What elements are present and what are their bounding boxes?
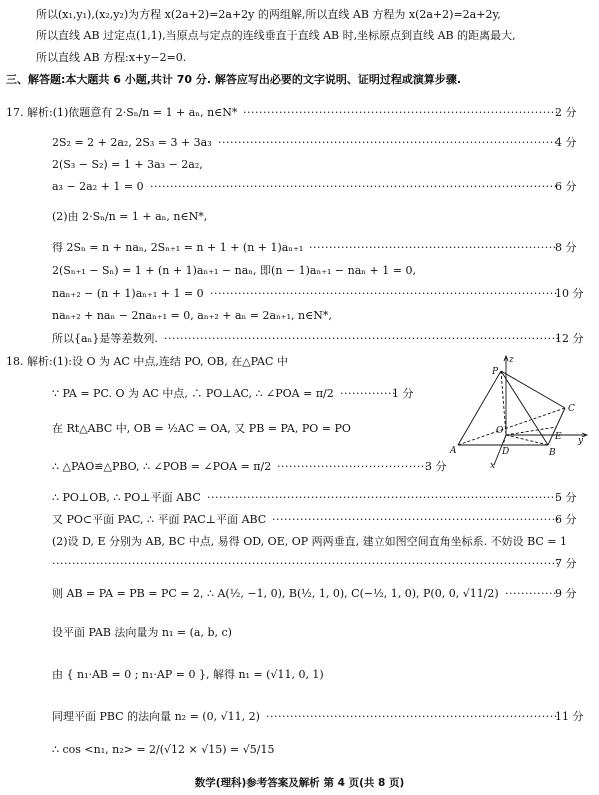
line-text: 所以直线 AB 方程:x+y−2=0.: [36, 51, 187, 64]
text-line: [0, 741, 599, 759]
figure-label-C: C: [568, 404, 575, 414]
text-line: [0, 285, 599, 303]
leader-dots: ·······························································································································: [52, 557, 560, 570]
text-line: [0, 624, 599, 642]
line-text: 又 PO⊂平面 PAC, ∴ 平面 PAC⊥平面 ABC: [52, 513, 267, 526]
text-line: [0, 27, 599, 45]
score-label: 12 分: [555, 332, 584, 345]
score-label: 11 分: [555, 710, 584, 723]
leader-dots: ························································································: [207, 491, 559, 504]
leader-dots: ·······················································································: [210, 287, 558, 300]
figure-label-y: y: [578, 436, 584, 446]
leader-dots: ·····················································································: [218, 136, 558, 149]
figure-label-P: P: [492, 367, 499, 377]
line-text: naₙ₊₂ − (n + 1)aₙ₊₁ + 1 = 0: [52, 287, 204, 300]
text-line: [0, 49, 599, 67]
line-text: ∴ △PAO≌△PBO, ∴ ∠POB = ∠POA = π/2: [52, 460, 272, 473]
text-line: [0, 511, 599, 529]
section-heading: 三、解答题:本大题共 6 小题,共计 70 分. 解答应写出必要的文字说明、证明过程或演算步骤.: [6, 73, 462, 86]
figure-label-O: O: [496, 426, 504, 436]
leader-dots: ······································: [277, 460, 429, 473]
text-line: [0, 71, 599, 89]
line-text: 在 Rt△ABC 中, OB = ½AC = OA, 又 PB = PA, PO = PO: [52, 422, 351, 435]
score-label: 6 分: [555, 180, 577, 193]
text-line: [0, 330, 599, 348]
text-line: [0, 585, 599, 603]
line-text: (2)设 D, E 分别为 AB, BC 中点, 易得 OD, OE, OP 两两垂直, 建立如图空间直角坐标系. 不妨设 BC = 1: [52, 535, 568, 548]
leader-dots: ··············: [340, 387, 396, 400]
line-text: 所以(x₁,y₁),(x₂,y₂)为方程 x(2a+2)=2a+2y 的两组解,所以直线 AB 方程为 x(2a+2)=2a+2y,: [36, 8, 501, 21]
leader-dots: ···································································································: [164, 332, 560, 345]
line-text: 则 AB = PA = PB = PC = 2, ∴ A(½, −1, 0), B(½, 1, 0), C(−½, 1, 0), P(0, 0, √11/2): [52, 587, 499, 600]
figure-label-B: B: [549, 448, 556, 458]
leader-dots: ······························································: [309, 241, 557, 254]
text-line: [0, 156, 599, 174]
text-line: [0, 307, 599, 325]
score-label: 1 分: [392, 387, 414, 400]
text-line: [0, 533, 599, 551]
leader-dots: ···············································································: [243, 106, 559, 119]
figure-label-E: E: [555, 432, 562, 442]
figure-label-A: A: [450, 446, 457, 456]
line-text: 2(Sₙ₊₁ − Sₙ) = 1 + (n + 1)aₙ₊₁ − naₙ, 即(n − 1)aₙ₊₁ − naₙ + 1 = 0,: [52, 264, 416, 277]
line-text: ∵ PA = PC. O 为 AC 中点, ∴ PO⊥AC, ∴ ∠POA = π/2: [52, 387, 334, 400]
line-text: 设平面 PAB 法向量为 n₁ = (a, b, c): [52, 626, 232, 639]
line-text: ∴ cos <n₁, n₂> = 2/(√12 × √15) = √5/15: [52, 743, 275, 756]
text-line: [0, 208, 599, 226]
text-line: [0, 6, 599, 24]
score-label: 5 分: [555, 491, 577, 504]
score-label: 2 分: [555, 106, 577, 119]
text-line: [0, 489, 599, 507]
page-footer: 数学(理科)参考答案及解析 第 4 页(共 8 页): [194, 777, 405, 789]
text-line: [0, 708, 599, 726]
leader-dots: ········································································: [272, 513, 560, 526]
leader-dots: ······································································································: [150, 180, 558, 193]
line-text: (2)由 2·Sₙ/n = 1 + aₙ, n∈N*,: [52, 210, 208, 223]
score-label: 8 分: [555, 241, 577, 254]
line-text: 2(S₃ − S₂) = 1 + 3a₃ − 2a₂,: [52, 158, 203, 171]
text-line: [0, 104, 599, 122]
line-text: 同理平面 PBC 的法向量 n₂ = (0, √11, 2): [52, 710, 260, 723]
text-line: [0, 178, 599, 196]
score-label: 9 分: [555, 587, 577, 600]
leader-dots: ·············: [505, 587, 557, 600]
line-text: naₙ₊₂ + naₙ − 2naₙ₊₁ = 0, aₙ₊₂ + aₙ = 2aₙ₊₁, n∈N*,: [52, 309, 332, 322]
figure-label-D: D: [502, 447, 510, 457]
line-text: 18. 解析:(1):设 O 为 AC 中点,连结 PO, OB, 在△PAC 中: [6, 355, 288, 368]
line-text: a₃ − 2a₂ + 1 = 0: [52, 180, 144, 193]
figure-label-z: z: [509, 355, 514, 365]
text-line: [0, 262, 599, 280]
line-text: 所以{aₙ}是等差数列.: [52, 332, 158, 345]
leader-dots: ·········································································: [266, 710, 558, 723]
text-line: [0, 134, 599, 152]
line-text: 17. 解析:(1)依题意有 2·Sₙ/n = 1 + aₙ, n∈N*: [6, 106, 238, 119]
figure-label-x: x: [490, 461, 496, 471]
score-label: 3 分: [425, 460, 447, 473]
text-line: [0, 666, 599, 684]
score-label: 7 分: [555, 557, 577, 570]
line-text: 2S₂ = 2 + 2a₂, 2S₃ = 3 + 3a₃: [52, 136, 212, 149]
text-line: [0, 555, 599, 573]
score-label: 10 分: [555, 287, 584, 300]
line-text: ∴ PO⊥OB, ∴ PO⊥平面 ABC: [52, 491, 201, 504]
score-label: 4 分: [555, 136, 577, 149]
line-text: 得 2Sₙ = n + naₙ, 2Sₙ₊₁ = n + 1 + (n + 1)aₙ₊₁: [52, 241, 304, 254]
line-text: 由 { n₁·AB = 0 ; n₁·AP = 0 }, 解得 n₁ = (√11, 0, 1): [52, 668, 324, 681]
score-label: 6 分: [555, 513, 577, 526]
text-line: [0, 239, 599, 257]
tetrahedron-figure: [448, 353, 593, 471]
line-text: 所以直线 AB 过定点(1,1),当原点与定点的连线垂直于直线 AB 时,坐标原点到直线 AB 的距离最大,: [36, 29, 516, 42]
